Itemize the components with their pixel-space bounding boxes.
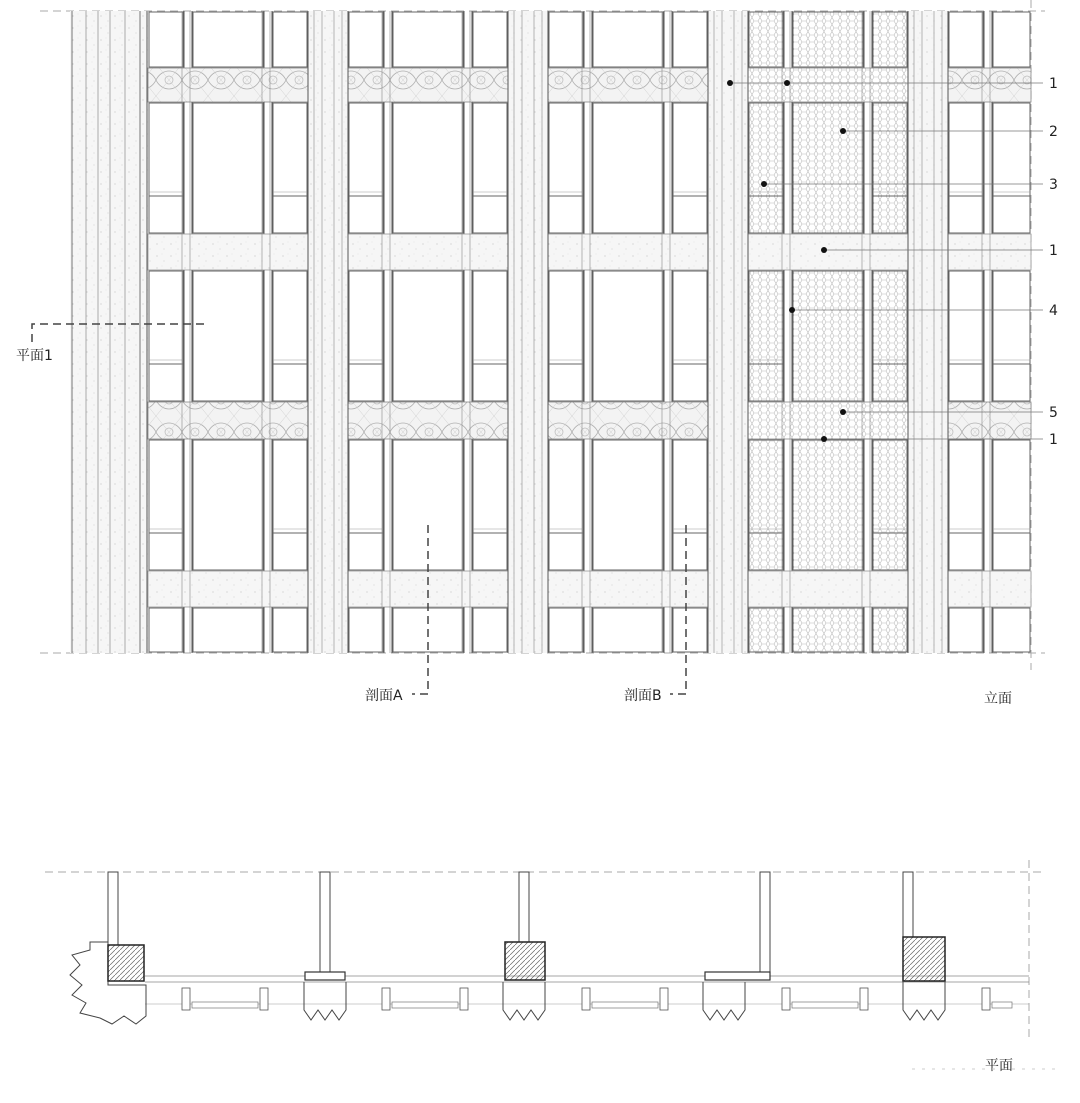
facade-bay — [548, 11, 708, 653]
window-pane — [193, 12, 263, 67]
pilaster — [508, 11, 548, 653]
facade-bay — [148, 11, 308, 653]
glass-pane — [992, 1002, 1012, 1008]
stone-band — [748, 571, 908, 607]
window-pane — [393, 12, 463, 67]
stone-band — [348, 571, 508, 607]
callout-dot — [761, 181, 767, 187]
window-pane — [793, 12, 863, 67]
left-pilaster — [70, 11, 148, 653]
window-frame — [982, 988, 990, 1010]
stone-band — [948, 571, 1031, 607]
callout-dot — [789, 307, 795, 313]
window-pane — [873, 440, 907, 570]
plan-cut-label: 平面1 — [16, 348, 53, 364]
window-pane — [673, 608, 707, 652]
window-pane — [349, 12, 383, 67]
window-pane — [593, 440, 663, 570]
window-pane — [273, 440, 307, 570]
column-section — [505, 942, 545, 980]
plan-wall — [108, 872, 144, 981]
window-pane — [193, 440, 263, 570]
callout-dot — [784, 80, 790, 86]
callout-dot — [840, 409, 846, 415]
window-pane — [673, 12, 707, 67]
window-frame — [782, 988, 790, 1010]
ornamental-band — [748, 68, 908, 102]
window-pane — [949, 271, 983, 401]
window-pane — [993, 608, 1030, 652]
window-pane — [473, 608, 507, 652]
window-pane — [673, 271, 707, 401]
window-pane — [793, 608, 863, 652]
callout-dot — [840, 128, 846, 134]
callout-number: 1 — [1049, 243, 1058, 259]
window-pane — [993, 12, 1030, 67]
window-frame — [182, 988, 190, 1010]
window-frame — [260, 988, 268, 1010]
plan-window — [582, 988, 668, 1010]
glass-pane — [792, 1002, 858, 1008]
window-pane — [873, 608, 907, 652]
window-pane — [749, 12, 783, 67]
plan-title: 平面 — [985, 1058, 1013, 1074]
facade-bay — [748, 11, 908, 653]
plan-window — [782, 988, 868, 1010]
window-pane — [949, 103, 983, 233]
ornamental-band — [548, 68, 708, 102]
elevation-title: 立面 — [984, 691, 1012, 707]
window-pane — [749, 271, 783, 401]
plan-window — [182, 988, 268, 1010]
callout-number: 3 — [1049, 177, 1058, 193]
stone-band — [748, 234, 908, 270]
wall-stub — [903, 872, 913, 937]
plan-window — [982, 988, 1012, 1010]
wall-stub — [760, 872, 770, 972]
plan-window — [382, 988, 468, 1010]
window-pane — [749, 103, 783, 233]
plan-drawing — [45, 860, 1062, 1074]
callout-number: 1 — [1049, 76, 1058, 92]
window-pane — [149, 103, 183, 233]
pier-break — [304, 982, 346, 1020]
wall-stub — [320, 872, 330, 972]
callout-number: 2 — [1049, 124, 1058, 140]
window-pane — [273, 608, 307, 652]
ornamental-band — [548, 402, 708, 439]
window-pane — [149, 271, 183, 401]
window-pane — [149, 440, 183, 570]
window-pane — [673, 440, 707, 570]
column-section — [903, 937, 945, 981]
stone-band — [348, 234, 508, 270]
window-pane — [749, 440, 783, 570]
stone-band — [948, 234, 1031, 270]
window-frame — [582, 988, 590, 1010]
window-pane — [193, 608, 263, 652]
window-pane — [593, 271, 663, 401]
window-pane — [949, 12, 983, 67]
callout-dot — [727, 80, 733, 86]
window-frame — [860, 988, 868, 1010]
elevation-drawing — [16, 0, 1058, 707]
section-b-label: 剖面B — [624, 688, 662, 704]
window-pane — [473, 440, 507, 570]
stone-band — [148, 234, 308, 270]
window-pane — [793, 103, 863, 233]
window-frame — [382, 988, 390, 1010]
window-pane — [993, 103, 1030, 233]
callout-number: 1 — [1049, 432, 1058, 448]
window-pane — [393, 271, 463, 401]
window-pane — [593, 103, 663, 233]
glass-pane — [392, 1002, 458, 1008]
column-cap — [705, 972, 770, 980]
window-pane — [393, 103, 463, 233]
ornamental-band — [948, 402, 1031, 439]
window-pane — [273, 271, 307, 401]
window-pane — [793, 271, 863, 401]
window-pane — [349, 271, 383, 401]
ornamental-band — [948, 68, 1031, 102]
plan-wall — [903, 872, 945, 981]
window-pane — [349, 608, 383, 652]
column-cap — [305, 972, 345, 980]
wall-stub — [519, 872, 529, 942]
window-pane — [993, 271, 1030, 401]
window-pane — [149, 12, 183, 67]
window-pane — [273, 12, 307, 67]
window-pane — [473, 271, 507, 401]
column-section — [108, 945, 144, 981]
stone-band — [548, 234, 708, 270]
window-pane — [673, 103, 707, 233]
plan-wall — [505, 872, 545, 980]
callout-number: 5 — [1049, 405, 1058, 421]
window-pane — [193, 271, 263, 401]
window-pane — [949, 440, 983, 570]
window-pane — [873, 12, 907, 67]
window-pane — [473, 12, 507, 67]
ornamental-band — [348, 402, 508, 439]
window-pane — [549, 271, 583, 401]
window-frame — [460, 988, 468, 1010]
callout-dot — [821, 247, 827, 253]
callout-dot — [821, 436, 827, 442]
window-pane — [393, 440, 463, 570]
callout-number: 4 — [1049, 303, 1058, 319]
section-a-label: 剖面A — [365, 688, 403, 704]
wall-stub — [108, 872, 118, 945]
window-pane — [193, 103, 263, 233]
window-pane — [273, 103, 307, 233]
window-pane — [949, 608, 983, 652]
ornamental-band — [148, 68, 308, 102]
window-pane — [473, 103, 507, 233]
window-pane — [549, 12, 583, 67]
stone-band — [148, 571, 308, 607]
ornamental-band — [748, 402, 908, 439]
pilaster — [908, 11, 948, 653]
ornamental-band — [348, 68, 508, 102]
glass-pane — [192, 1002, 258, 1008]
window-pane — [349, 440, 383, 570]
plan-wall — [305, 872, 345, 980]
window-pane — [593, 12, 663, 67]
window-pane — [873, 271, 907, 401]
window-pane — [593, 608, 663, 652]
window-pane — [549, 440, 583, 570]
stone-band — [548, 571, 708, 607]
pier-break — [503, 982, 545, 1020]
glass-pane — [592, 1002, 658, 1008]
window-pane — [749, 608, 783, 652]
pilaster — [308, 11, 348, 653]
window-pane — [549, 103, 583, 233]
window-pane — [793, 440, 863, 570]
pilaster — [708, 11, 748, 653]
window-pane — [349, 103, 383, 233]
window-pane — [149, 608, 183, 652]
window-pane — [993, 440, 1030, 570]
facade-bay — [948, 11, 1031, 653]
ornamental-band — [148, 402, 308, 439]
plan-wall — [705, 872, 770, 980]
pier-break — [903, 982, 945, 1020]
window-pane — [873, 103, 907, 233]
window-pane — [549, 608, 583, 652]
window-frame — [660, 988, 668, 1010]
pier-break — [703, 982, 745, 1020]
